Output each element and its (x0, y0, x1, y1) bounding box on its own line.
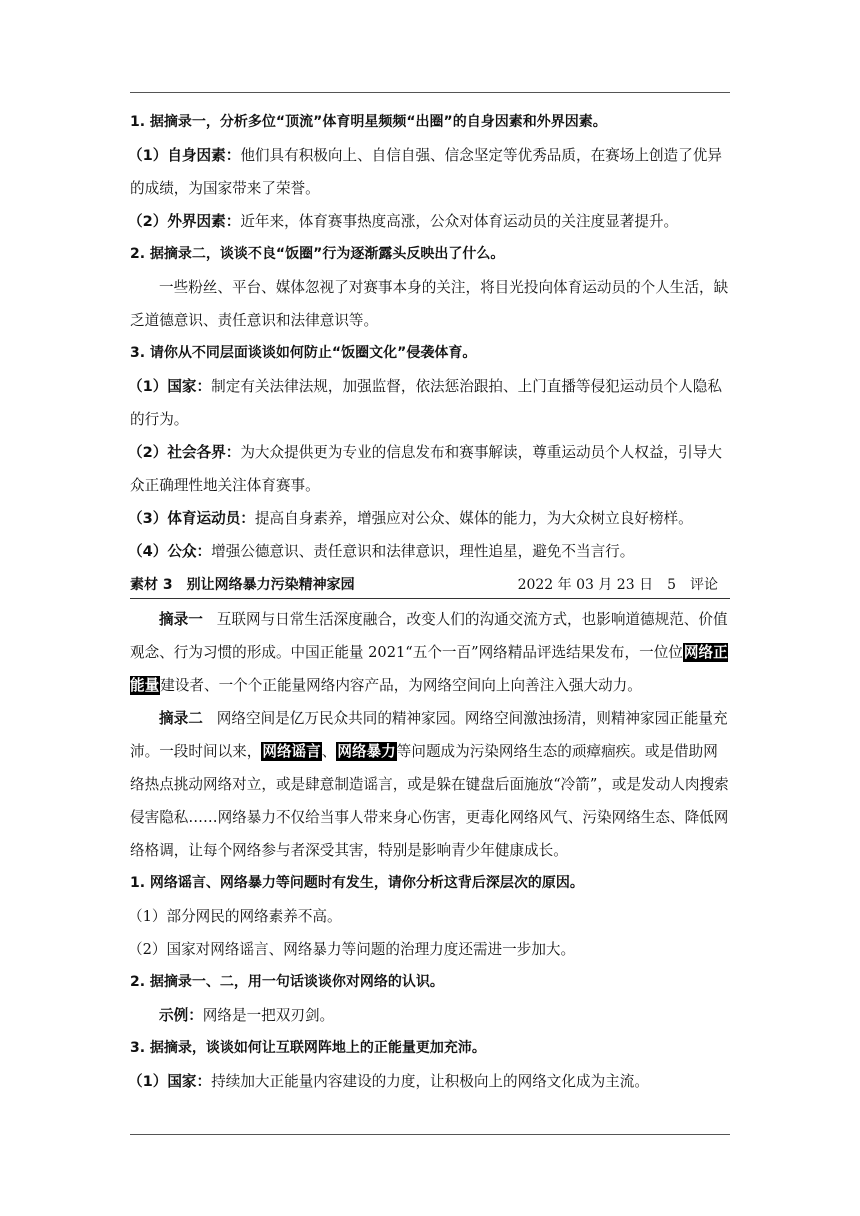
excerpt-text: 网络空间是亿万民众共同的精神家园。网络空间激浊扬清，则精神家园正能量充沛。一段时间以来， (130, 710, 728, 760)
answer-4-2: （2）国家对网络谣言、网络暴力等问题的治理力度还需进一步加大。 (128, 941, 576, 958)
question-2: 2. 据摘录二，谈谈不良“饭圈”行为逐渐露头反映出了什么。 (130, 246, 505, 262)
excerpt-2 (130, 702, 730, 867)
answer-1-2 (130, 205, 730, 238)
answer-text: 为大众提供更为专业的信息发布和赛事解读，尊重运动员个人权益，引导大众正确理性地关注体育赛事。 (130, 444, 722, 494)
material-section: 评论 (690, 577, 718, 593)
answer-6-1 (130, 1065, 730, 1098)
answer-label: （2）社会各界： (128, 444, 241, 461)
answer-label: 示例： (159, 1007, 203, 1024)
answer-text: 制定有关法律法规，加强监督，依法惩治跟拍、上门直播等侵犯运动员个人隐私的行为。 (130, 378, 722, 428)
material-page: 5 (667, 577, 676, 593)
highlight-term: 网络正能量 (130, 644, 728, 694)
answer-3-1 (130, 370, 730, 436)
answer-5 (130, 999, 730, 1032)
question-4: 1. 网络谣言、网络暴力等问题时有发生，请你分析这背后深层次的原因。 (130, 875, 584, 891)
answer-text: 他们具有积极向上、自信自强、信念坚定等优秀品质，在赛场上创造了优异的成绩，为国家带来了荣誉。 (130, 147, 722, 197)
answer-3-4 (130, 535, 730, 568)
material-title-text: 别让网络暴力污染精神家园 (186, 577, 355, 593)
material-number: 素材 3 (130, 577, 173, 593)
answer-label: （1）国家： (128, 378, 212, 395)
material-date: 2022 年 03 月 23 日 (517, 577, 654, 593)
answer-label: （1）自身因素： (128, 147, 241, 164)
answer-3-2 (130, 436, 730, 502)
material-heading (130, 572, 355, 598)
answer-label: （2）外界因素： (128, 213, 241, 230)
answer-label: （3）体育运动员： (128, 510, 255, 527)
answer-1-1 (130, 139, 730, 205)
excerpt-text: 互联网与日常生活深度融合，改变人们的沟通交流方式，也影响道德规范、价值观念、行为习惯的形成。中国正能量 2021“五个一百”网络精品评选结果发布，一位位 (130, 611, 728, 661)
answer-3-3 (130, 502, 730, 535)
footer-rule (130, 1134, 730, 1135)
question-3: 3. 请你从不同层面谈谈如何防止“饭圈文化”侵袭体育。 (130, 345, 477, 361)
answer-label: （1）国家： (128, 1073, 212, 1090)
excerpt-text: 建设者、一个个正能量网络内容产品，为网络空间向上向善注入强大动力。 (160, 677, 642, 694)
excerpt-text: 、 (321, 743, 337, 760)
material-title (130, 572, 730, 599)
answer-text: 网络是一把双刃剑。 (202, 1007, 335, 1024)
highlight-term: 网络暴力 (337, 743, 396, 760)
answer-label: （4）公众： (128, 543, 212, 560)
excerpt-text: 等问题成为污染网络生态的顽瘴痼疾。或是借助网络热点挑动网络对立，或是肆意制造谣言，或是躲在键盘后面施放“冷箭”，或是发动人肉搜索侵害隐私……网络暴力不仅给当事人带来身心伤害，更毒化网络风气、污染网络生态、降低网络格调，让每个网络参与者深受其害，特别是影响青少年健康成长。 (130, 743, 729, 859)
answer-4-1: （1）部分网民的网络素养不高。 (128, 908, 342, 925)
excerpt-1 (130, 603, 730, 702)
document-body (130, 106, 730, 1098)
highlight-term: 网络谣言 (262, 743, 321, 760)
question-6: 3. 据摘录，谈谈如何让互联网阵地上的正能量更加充沛。 (130, 1040, 486, 1056)
answer-text: 近年来，体育赛事热度高涨，公众对体育运动员的关注度显著提升。 (240, 213, 679, 230)
answer-2: 一些粉丝、平台、媒体忽视了对赛事本身的关注，将目光投向体育运动员的个人生活，缺乏道德意识、责任意识和法律意识等。 (130, 279, 729, 329)
question-5: 2. 据摘录一、二，用一句话谈谈你对网络的认识。 (130, 974, 444, 990)
answer-text: 增强公德意识、责任意识和法律意识，理性追星，避免不当言行。 (211, 543, 635, 560)
header-rule (130, 92, 730, 93)
answer-text: 持续加大正能量内容建设的力度，让积极向上的网络文化成为主流。 (211, 1073, 649, 1090)
excerpt-label: 摘录二 (159, 710, 203, 727)
excerpt-label: 摘录一 (159, 611, 203, 628)
question-1: 1. 据摘录一，分析多位“顶流”体育明星频频“出圈”的自身因素和外界因素。 (130, 114, 607, 130)
material-source (518, 572, 718, 598)
answer-text: 提高自身素养，增强应对公众、媒体的能力，为大众树立良好榜样。 (254, 510, 693, 527)
